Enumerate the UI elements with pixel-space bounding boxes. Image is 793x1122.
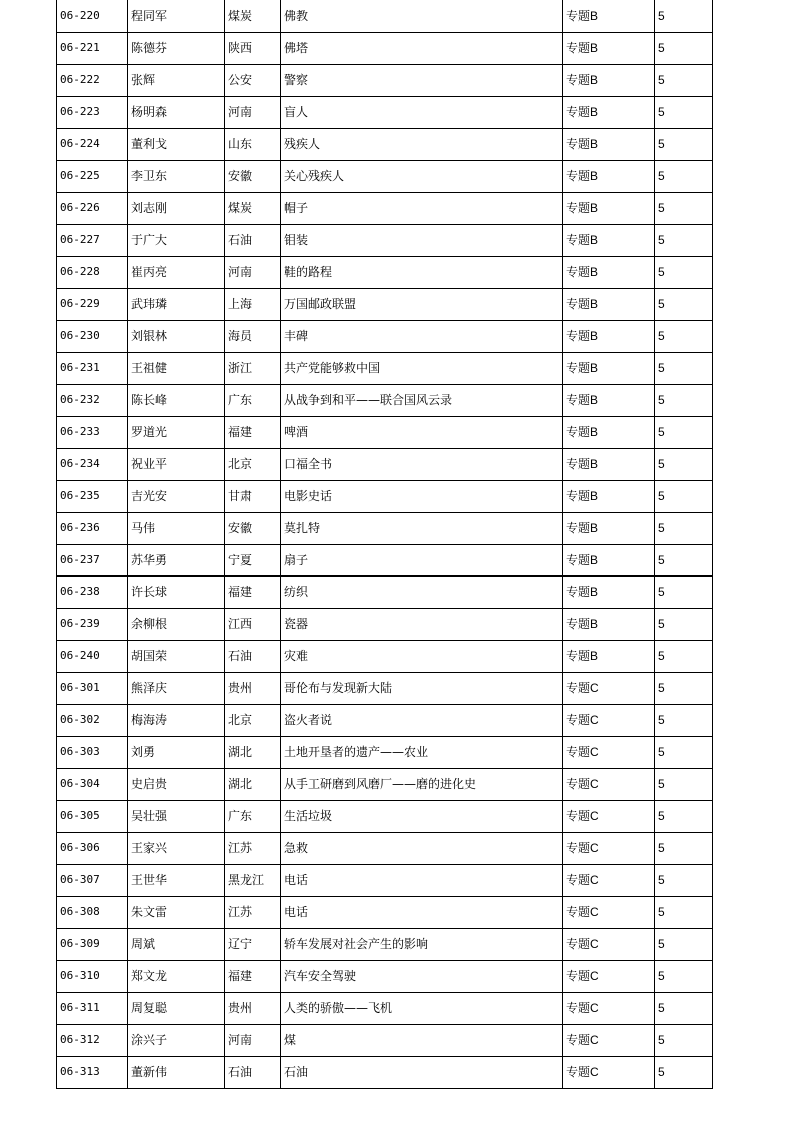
category-cell: 专题C	[563, 992, 655, 1024]
table-row	[57, 736, 713, 768]
entry-id-cell: 06-240	[57, 640, 128, 672]
score-cell: 5	[655, 768, 713, 800]
region-cell: 河南	[225, 1024, 281, 1056]
region-cell: 海员	[225, 320, 281, 352]
score-cell: 5	[655, 288, 713, 320]
score-cell: 5	[655, 544, 713, 576]
category-cell: 专题B	[563, 0, 655, 32]
author-name-cell: 王家兴	[128, 832, 225, 864]
author-name-cell: 熊泽庆	[128, 672, 225, 704]
score-cell: 5	[655, 800, 713, 832]
score-cell: 5	[655, 96, 713, 128]
table-row	[57, 96, 713, 128]
author-name-cell: 张辉	[128, 64, 225, 96]
category-cell: 专题C	[563, 736, 655, 768]
author-name-cell: 吉光安	[128, 480, 225, 512]
entry-id-cell: 06-302	[57, 704, 128, 736]
category-cell: 专题C	[563, 928, 655, 960]
region-cell: 浙江	[225, 352, 281, 384]
author-name-cell: 陈德芬	[128, 32, 225, 64]
region-cell: 江苏	[225, 896, 281, 928]
category-cell: 专题C	[563, 896, 655, 928]
title-cell: 鞋的路程	[281, 256, 563, 288]
region-cell: 煤炭	[225, 0, 281, 32]
category-cell: 专题B	[563, 128, 655, 160]
score-cell: 5	[655, 832, 713, 864]
author-name-cell: 余柳根	[128, 608, 225, 640]
entry-id-cell: 06-233	[57, 416, 128, 448]
table-row	[57, 416, 713, 448]
category-cell: 专题B	[563, 64, 655, 96]
region-cell: 石油	[225, 640, 281, 672]
table-row	[57, 384, 713, 416]
title-cell: 万国邮政联盟	[281, 288, 563, 320]
score-cell: 5	[655, 0, 713, 32]
entry-id-cell: 06-226	[57, 192, 128, 224]
score-cell: 5	[655, 608, 713, 640]
title-cell: 莫扎特	[281, 512, 563, 544]
table-row	[57, 288, 713, 320]
table-row	[57, 640, 713, 672]
score-cell: 5	[655, 704, 713, 736]
category-cell: 专题B	[563, 384, 655, 416]
title-cell: 汽车安全驾驶	[281, 960, 563, 992]
author-name-cell: 马伟	[128, 512, 225, 544]
region-cell: 石油	[225, 224, 281, 256]
category-cell: 专题B	[563, 448, 655, 480]
entry-id-cell: 06-231	[57, 352, 128, 384]
category-cell: 专题B	[563, 416, 655, 448]
title-cell: 土地开垦者的遗产——农业	[281, 736, 563, 768]
title-cell: 灾难	[281, 640, 563, 672]
entry-id-cell: 06-224	[57, 128, 128, 160]
title-cell: 人类的骄傲——飞机	[281, 992, 563, 1024]
score-cell: 5	[655, 32, 713, 64]
author-name-cell: 胡国荣	[128, 640, 225, 672]
author-name-cell: 董利戈	[128, 128, 225, 160]
region-cell: 宁夏	[225, 544, 281, 576]
entry-id-cell: 06-234	[57, 448, 128, 480]
author-name-cell: 罗道光	[128, 416, 225, 448]
region-cell: 安徽	[225, 512, 281, 544]
region-cell: 湖北	[225, 768, 281, 800]
table-row	[57, 128, 713, 160]
region-cell: 北京	[225, 448, 281, 480]
score-cell: 5	[655, 352, 713, 384]
title-cell: 煤	[281, 1024, 563, 1056]
entry-id-cell: 06-221	[57, 32, 128, 64]
author-name-cell: 祝业平	[128, 448, 225, 480]
region-cell: 福建	[225, 960, 281, 992]
score-cell: 5	[655, 896, 713, 928]
table-row	[57, 608, 713, 640]
title-cell: 从战争到和平——联合国风云录	[281, 384, 563, 416]
title-cell: 口福全书	[281, 448, 563, 480]
title-cell: 哥伦布与发现新大陆	[281, 672, 563, 704]
title-cell: 啤酒	[281, 416, 563, 448]
category-cell: 专题B	[563, 192, 655, 224]
table-row	[57, 864, 713, 896]
region-cell: 贵州	[225, 672, 281, 704]
category-cell: 专题B	[563, 544, 655, 576]
score-cell: 5	[655, 672, 713, 704]
author-name-cell: 梅海涛	[128, 704, 225, 736]
region-cell: 江西	[225, 608, 281, 640]
title-cell: 瓷器	[281, 608, 563, 640]
author-name-cell: 武玮璘	[128, 288, 225, 320]
entry-id-cell: 06-235	[57, 480, 128, 512]
table-row	[57, 224, 713, 256]
author-name-cell: 程同军	[128, 0, 225, 32]
region-cell: 广东	[225, 384, 281, 416]
score-cell: 5	[655, 320, 713, 352]
title-cell: 纺织	[281, 576, 563, 608]
table-row	[57, 672, 713, 704]
entry-id-cell: 06-306	[57, 832, 128, 864]
author-name-cell: 刘银林	[128, 320, 225, 352]
author-name-cell: 苏华勇	[128, 544, 225, 576]
score-cell: 5	[655, 576, 713, 608]
author-name-cell: 许长球	[128, 576, 225, 608]
entry-id-cell: 06-222	[57, 64, 128, 96]
table-row	[57, 512, 713, 544]
author-name-cell: 周斌	[128, 928, 225, 960]
author-name-cell: 郑文龙	[128, 960, 225, 992]
author-name-cell: 史启贵	[128, 768, 225, 800]
category-cell: 专题C	[563, 800, 655, 832]
author-name-cell: 杨明森	[128, 96, 225, 128]
category-cell: 专题B	[563, 224, 655, 256]
table-row	[57, 352, 713, 384]
entry-id-cell: 06-307	[57, 864, 128, 896]
author-name-cell: 陈长峰	[128, 384, 225, 416]
entry-id-cell: 06-223	[57, 96, 128, 128]
entry-id-cell: 06-232	[57, 384, 128, 416]
author-name-cell: 董新伟	[128, 1056, 225, 1088]
category-cell: 专题C	[563, 768, 655, 800]
region-cell: 贵州	[225, 992, 281, 1024]
score-cell: 5	[655, 864, 713, 896]
title-cell: 丰碑	[281, 320, 563, 352]
table-row	[57, 480, 713, 512]
score-cell: 5	[655, 64, 713, 96]
category-cell: 专题C	[563, 960, 655, 992]
table-row	[57, 192, 713, 224]
region-cell: 上海	[225, 288, 281, 320]
region-cell: 福建	[225, 416, 281, 448]
table-row	[57, 1024, 713, 1056]
author-name-cell: 涂兴子	[128, 1024, 225, 1056]
entry-id-cell: 06-237	[57, 544, 128, 576]
title-cell: 生活垃圾	[281, 800, 563, 832]
region-cell: 江苏	[225, 832, 281, 864]
entry-id-cell: 06-312	[57, 1024, 128, 1056]
entry-id-cell: 06-225	[57, 160, 128, 192]
score-cell: 5	[655, 416, 713, 448]
table-row	[57, 704, 713, 736]
entry-id-cell: 06-309	[57, 928, 128, 960]
author-name-cell: 李卫东	[128, 160, 225, 192]
category-cell: 专题C	[563, 864, 655, 896]
table-row	[57, 896, 713, 928]
entry-id-cell: 06-301	[57, 672, 128, 704]
score-cell: 5	[655, 128, 713, 160]
entry-id-cell: 06-227	[57, 224, 128, 256]
table-row	[57, 448, 713, 480]
entry-id-cell: 06-305	[57, 800, 128, 832]
entry-id-cell: 06-308	[57, 896, 128, 928]
category-cell: 专题C	[563, 1056, 655, 1088]
region-cell: 安徽	[225, 160, 281, 192]
category-cell: 专题C	[563, 832, 655, 864]
title-cell: 电话	[281, 864, 563, 896]
title-cell: 电影史话	[281, 480, 563, 512]
category-cell: 专题C	[563, 1024, 655, 1056]
title-cell: 从手工研磨到风磨厂——磨的进化史	[281, 768, 563, 800]
table-row	[57, 576, 713, 608]
author-name-cell: 崔丙亮	[128, 256, 225, 288]
score-cell: 5	[655, 736, 713, 768]
author-name-cell: 于广大	[128, 224, 225, 256]
region-cell: 湖北	[225, 736, 281, 768]
title-cell: 佛塔	[281, 32, 563, 64]
title-cell: 警察	[281, 64, 563, 96]
region-cell: 煤炭	[225, 192, 281, 224]
entries-table	[56, 0, 713, 1089]
title-cell: 石油	[281, 1056, 563, 1088]
author-name-cell: 周复聪	[128, 992, 225, 1024]
score-cell: 5	[655, 160, 713, 192]
table-row	[57, 32, 713, 64]
region-cell: 辽宁	[225, 928, 281, 960]
region-cell: 陕西	[225, 32, 281, 64]
score-cell: 5	[655, 512, 713, 544]
title-cell: 急救	[281, 832, 563, 864]
entry-id-cell: 06-238	[57, 576, 128, 608]
author-name-cell: 刘勇	[128, 736, 225, 768]
entry-id-cell: 06-220	[57, 0, 128, 32]
author-name-cell: 朱文雷	[128, 896, 225, 928]
score-cell: 5	[655, 1056, 713, 1088]
title-cell: 盲人	[281, 96, 563, 128]
category-cell: 专题B	[563, 96, 655, 128]
entry-id-cell: 06-303	[57, 736, 128, 768]
region-cell: 河南	[225, 96, 281, 128]
region-cell: 北京	[225, 704, 281, 736]
entries-table-body	[57, 0, 713, 1088]
score-cell: 5	[655, 384, 713, 416]
category-cell: 专题B	[563, 352, 655, 384]
entry-id-cell: 06-230	[57, 320, 128, 352]
author-name-cell: 王世华	[128, 864, 225, 896]
title-cell: 共产党能够救中国	[281, 352, 563, 384]
table-row	[57, 928, 713, 960]
title-cell: 盗火者说	[281, 704, 563, 736]
score-cell: 5	[655, 192, 713, 224]
table-row	[57, 0, 713, 32]
table-row	[57, 832, 713, 864]
table-row	[57, 960, 713, 992]
table-row	[57, 256, 713, 288]
category-cell: 专题B	[563, 256, 655, 288]
region-cell: 公安	[225, 64, 281, 96]
score-cell: 5	[655, 960, 713, 992]
table-row	[57, 992, 713, 1024]
title-cell: 帽子	[281, 192, 563, 224]
score-cell: 5	[655, 448, 713, 480]
region-cell: 石油	[225, 1056, 281, 1088]
table-row	[57, 544, 713, 576]
score-cell: 5	[655, 224, 713, 256]
category-cell: 专题B	[563, 480, 655, 512]
category-cell: 专题B	[563, 608, 655, 640]
score-cell: 5	[655, 928, 713, 960]
region-cell: 福建	[225, 576, 281, 608]
region-cell: 甘肃	[225, 480, 281, 512]
entry-id-cell: 06-228	[57, 256, 128, 288]
author-name-cell: 刘志刚	[128, 192, 225, 224]
entry-id-cell: 06-304	[57, 768, 128, 800]
title-cell: 轿车发展对社会产生的影响	[281, 928, 563, 960]
title-cell: 钼装	[281, 224, 563, 256]
category-cell: 专题B	[563, 288, 655, 320]
category-cell: 专题C	[563, 704, 655, 736]
entry-id-cell: 06-239	[57, 608, 128, 640]
table-row	[57, 1056, 713, 1088]
title-cell: 残疾人	[281, 128, 563, 160]
score-cell: 5	[655, 256, 713, 288]
score-cell: 5	[655, 480, 713, 512]
region-cell: 河南	[225, 256, 281, 288]
author-name-cell: 吴壮强	[128, 800, 225, 832]
category-cell: 专题B	[563, 32, 655, 64]
entry-id-cell: 06-310	[57, 960, 128, 992]
author-name-cell: 王祖健	[128, 352, 225, 384]
table-row	[57, 160, 713, 192]
title-cell: 关心残疾人	[281, 160, 563, 192]
category-cell: 专题C	[563, 672, 655, 704]
region-cell: 广东	[225, 800, 281, 832]
score-cell: 5	[655, 1024, 713, 1056]
entry-id-cell: 06-236	[57, 512, 128, 544]
score-cell: 5	[655, 992, 713, 1024]
title-cell: 扇子	[281, 544, 563, 576]
category-cell: 专题B	[563, 512, 655, 544]
table-row	[57, 320, 713, 352]
category-cell: 专题B	[563, 320, 655, 352]
table-row	[57, 800, 713, 832]
region-cell: 山东	[225, 128, 281, 160]
entry-id-cell: 06-313	[57, 1056, 128, 1088]
region-cell: 黑龙江	[225, 864, 281, 896]
category-cell: 专题B	[563, 640, 655, 672]
category-cell: 专题B	[563, 576, 655, 608]
entry-id-cell: 06-229	[57, 288, 128, 320]
table-row	[57, 768, 713, 800]
title-cell: 电话	[281, 896, 563, 928]
category-cell: 专题B	[563, 160, 655, 192]
entry-id-cell: 06-311	[57, 992, 128, 1024]
score-cell: 5	[655, 640, 713, 672]
title-cell: 佛教	[281, 0, 563, 32]
table-row	[57, 64, 713, 96]
